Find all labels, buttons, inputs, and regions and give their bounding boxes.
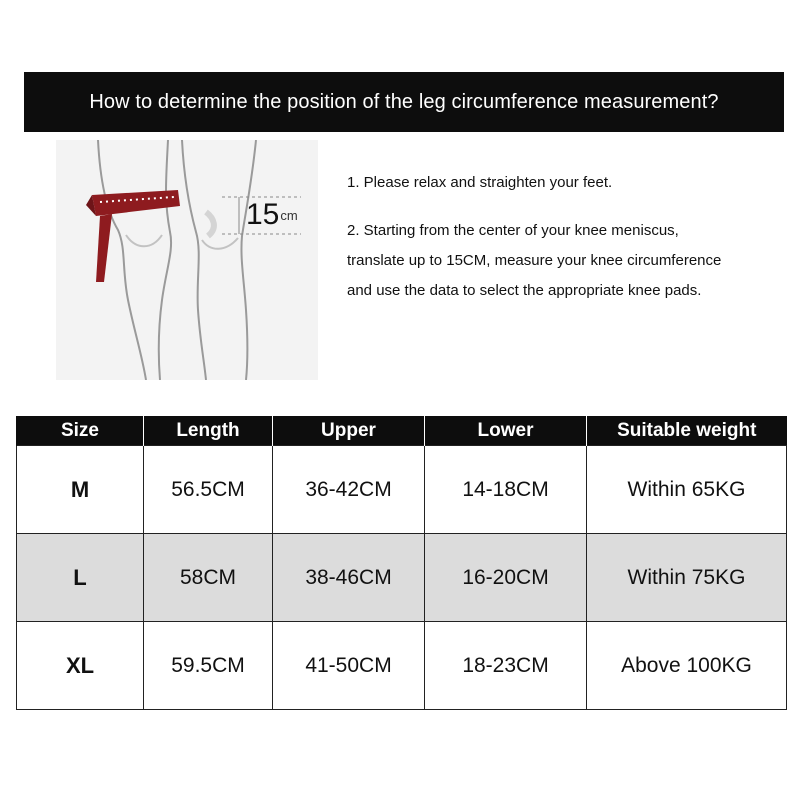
measure-unit: cm — [280, 208, 298, 223]
table-row — [17, 622, 787, 710]
title-banner — [24, 72, 784, 132]
legs-drawing — [56, 140, 318, 380]
measure-label — [246, 200, 298, 230]
leg-measurement-illustration — [56, 140, 318, 380]
upper-cell: 38-46CM — [273, 534, 425, 622]
weight-cell: Within 65KG — [587, 446, 787, 534]
weight-cell: Above 100KG — [587, 622, 787, 710]
size-cell: L — [17, 534, 144, 622]
instructions — [347, 168, 797, 306]
instruction-line: translate up to 15CM, measure your knee circumference — [347, 252, 722, 269]
size-cell: M — [17, 446, 144, 534]
upper-cell: 36-42CM — [273, 446, 425, 534]
table-header-row — [17, 416, 787, 446]
instruction-line: 2. Starting from the center of your knee meniscus, — [347, 222, 679, 239]
instruction-line: and use the data to select the appropriate knee pads. — [347, 282, 702, 299]
table-row — [17, 446, 787, 534]
lower-cell: 14-18CM — [425, 446, 587, 534]
lower-cell: 16-20CM — [425, 534, 587, 622]
upper-cell: 41-50CM — [273, 622, 425, 710]
header-lower: Lower — [425, 416, 587, 446]
weight-cell: Within 75KG — [587, 534, 787, 622]
instruction-step-2 — [347, 216, 797, 306]
length-cell: 58CM — [144, 534, 273, 622]
instruction-step-1: 1. Please relax and straighten your feet. — [347, 174, 613, 191]
header-upper: Upper — [273, 416, 425, 446]
size-cell: XL — [17, 622, 144, 710]
header-size: Size — [17, 416, 144, 446]
header-suitable-weight: Suitable weight — [587, 416, 787, 446]
length-cell: 56.5CM — [144, 446, 273, 534]
header-length: Length — [144, 416, 273, 446]
measure-value: 15 — [246, 198, 280, 231]
lower-cell: 18-23CM — [425, 622, 587, 710]
size-chart-table — [16, 416, 787, 710]
table-row — [17, 534, 787, 622]
length-cell: 59.5CM — [144, 622, 273, 710]
page-title: How to determine the position of the leg circumference measurement? — [89, 90, 719, 113]
